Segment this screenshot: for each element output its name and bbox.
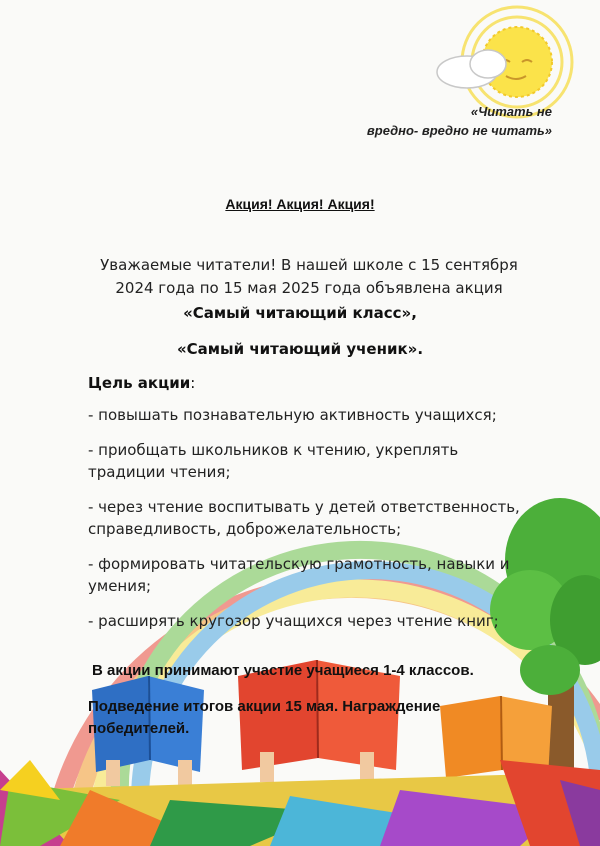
goal-item	[88, 496, 548, 540]
summary-line-1: Подведение итогов акции 15 мая. Награждение	[88, 698, 441, 715]
campaign-title-class: «Самый читающий класс»,	[183, 304, 417, 322]
goal-item-line: - повышать познавательную активность учащихся;	[88, 406, 497, 424]
campaign-title-student: «Самый читающий ученик».	[176, 340, 424, 358]
goal-label-colon: :	[190, 374, 196, 392]
goal-item	[88, 439, 548, 483]
goal-item-line: справедливость, доброжелательность;	[88, 520, 402, 538]
goal-item	[88, 553, 548, 597]
goal-item-line: - формировать читательскую грамотность, навыки и	[88, 555, 510, 573]
goal-label	[88, 374, 195, 392]
motto-line-1: «Читать не	[470, 104, 552, 119]
goal-label-text: Цель акции	[88, 374, 191, 392]
goal-item-line: - расширять кругозор учащихся через чтение книг;	[88, 612, 499, 630]
intro-text	[84, 254, 534, 300]
participants-note: В акции принимают участие учащиеся 1-4 классов.	[92, 662, 474, 679]
goal-item-line: умения;	[88, 577, 152, 595]
goal-item-line: - приобщать школьников к чтению, укреплять	[88, 441, 459, 459]
goals-list	[88, 404, 548, 645]
goal-item-line: традиции чтения;	[88, 463, 231, 481]
sun-icon	[437, 7, 572, 117]
goal-item	[88, 610, 548, 632]
summary-line-2: победителей.	[88, 720, 190, 737]
intro-line-1: Уважаемые читатели! В нашей школе с 15 сентября	[100, 256, 518, 274]
summary-note	[88, 696, 548, 740]
motto-line-2: вредно- вредно не читать»	[366, 123, 552, 138]
goal-item-line: - через чтение воспитывать у детей ответственность,	[88, 498, 520, 516]
motto	[367, 102, 552, 140]
page-heading: Акция! Акция! Акция!	[225, 196, 375, 212]
intro-line-2: 2024 года по 15 мая 2025 года объявлена акция	[115, 279, 503, 297]
goal-item	[88, 404, 548, 426]
